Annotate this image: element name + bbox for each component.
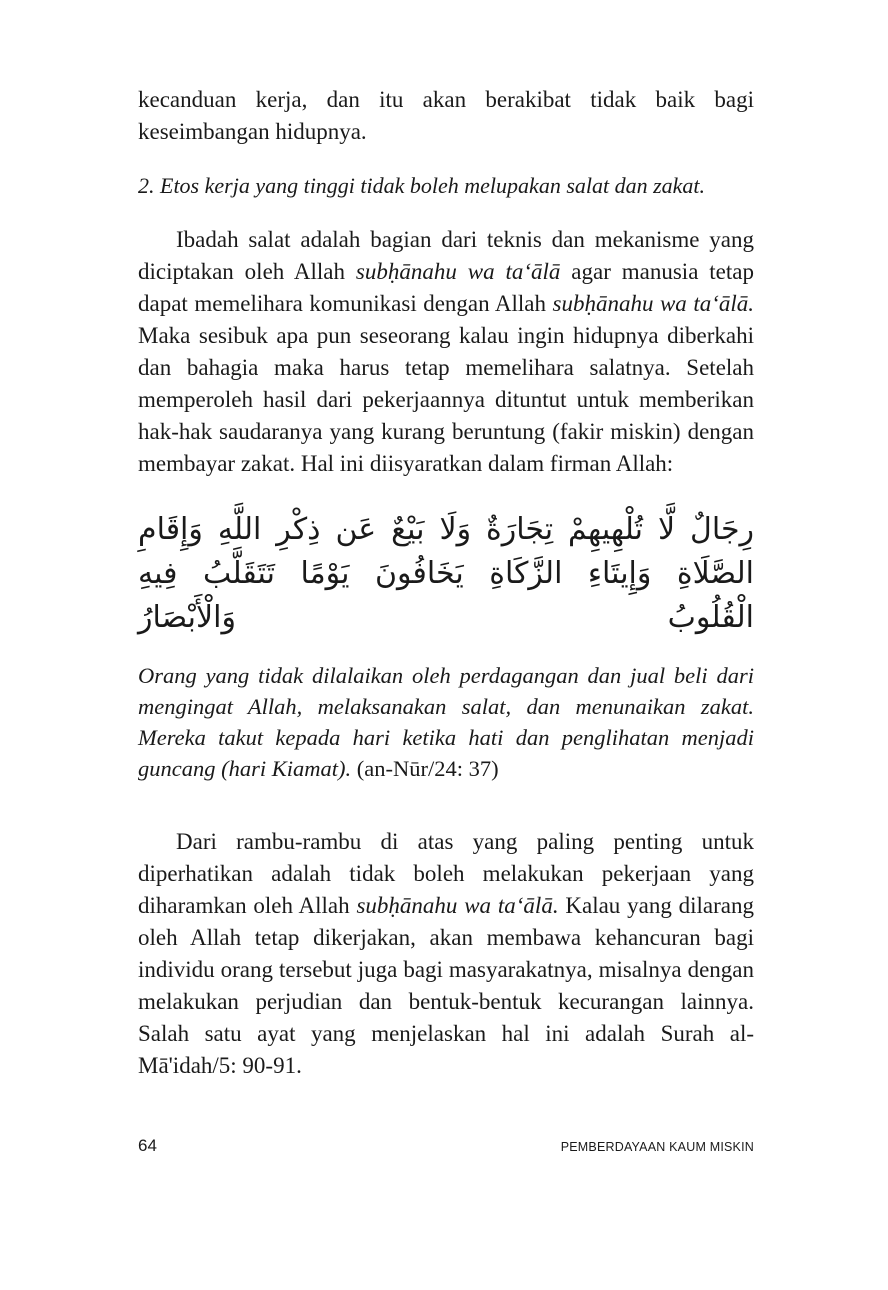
page-number: 64: [138, 1136, 157, 1155]
paragraph-salat-zakat: Ibadah salat adalah bagian dari teknis dan mekanisme yang diciptakan oleh Allah subḥānahu wa ta‘ālā agar manusia tetap dapat memelihara komunikasi dengan Allah subḥānahu wa ta‘ālā. Maka sesibuk apa pun seseorang kalau ingin hidupnya diberkahi dan bahagia maka harus tetap memelihara salatnya. Setelah memperoleh hasil dari pekerjaannya dituntut untuk memberikan hak-hak saudaranya yang kurang beruntung (fakir miskin) dengan membayar zakat. Hal ini diisyaratkan dalam firman Allah:: [138, 227, 755, 476]
running-head: PEMBERDAYAAN KAUM MISKIN: [560, 1140, 754, 1154]
paragraph-continuation: kecanduan kerja, dan itu akan berakibat tidak baik bagi keseimbangan hidupnya.: [138, 87, 754, 144]
arabic-verse: رِجَالٌ لَّا تُلْهِيهِمْ تِجَارَةٌ وَلَا بَيْعٌ عَن ذِكْرِ اللَّهِ وَإِقَامِ الصَّلَاةِ وَإِيتَاءِ الزَّكَاةِ يَخَافُونَ يَوْمًا تَتَقَلَّبُ فِيهِ الْقُلُوبُ وَالْأَبْصَارُ: [138, 512, 754, 635]
paragraph-rambu: Dari rambu-rambu di atas yang paling penting untuk diperhatikan adalah tidak boleh melakukan pekerjaan yang diharamkan oleh Allah subḥānahu wa ta‘ālā. Kalau yang dilarang oleh Allah tetap dikerjakan, akan membawa kehancuran bagi individu orang tersebut juga bagi masyarakatnya, misalnya dengan melakukan perjudian dan bentuk-bentuk kecurangan lainnya. Salah satu ayat yang menjelaskan hal ini adalah Surah al-Mā'idah/5: 90-91.: [138, 829, 755, 1078]
page-footer: [138, 1136, 754, 1156]
page-body: [138, 84, 754, 1082]
numbered-heading: 2. Etos kerja yang tinggi tidak boleh melupakan salat dan zakat.: [138, 173, 706, 198]
verse-translation: Orang yang tidak dilalaikan oleh perdagangan dan jual beli dari mengingat Allah, melaksanakan salat, dan menunaikan zakat. Mereka takut kepada hari ketika hati dan penglihatan menjadi guncang (hari Kiamat). (an-Nūr/24: 37): [138, 663, 754, 781]
